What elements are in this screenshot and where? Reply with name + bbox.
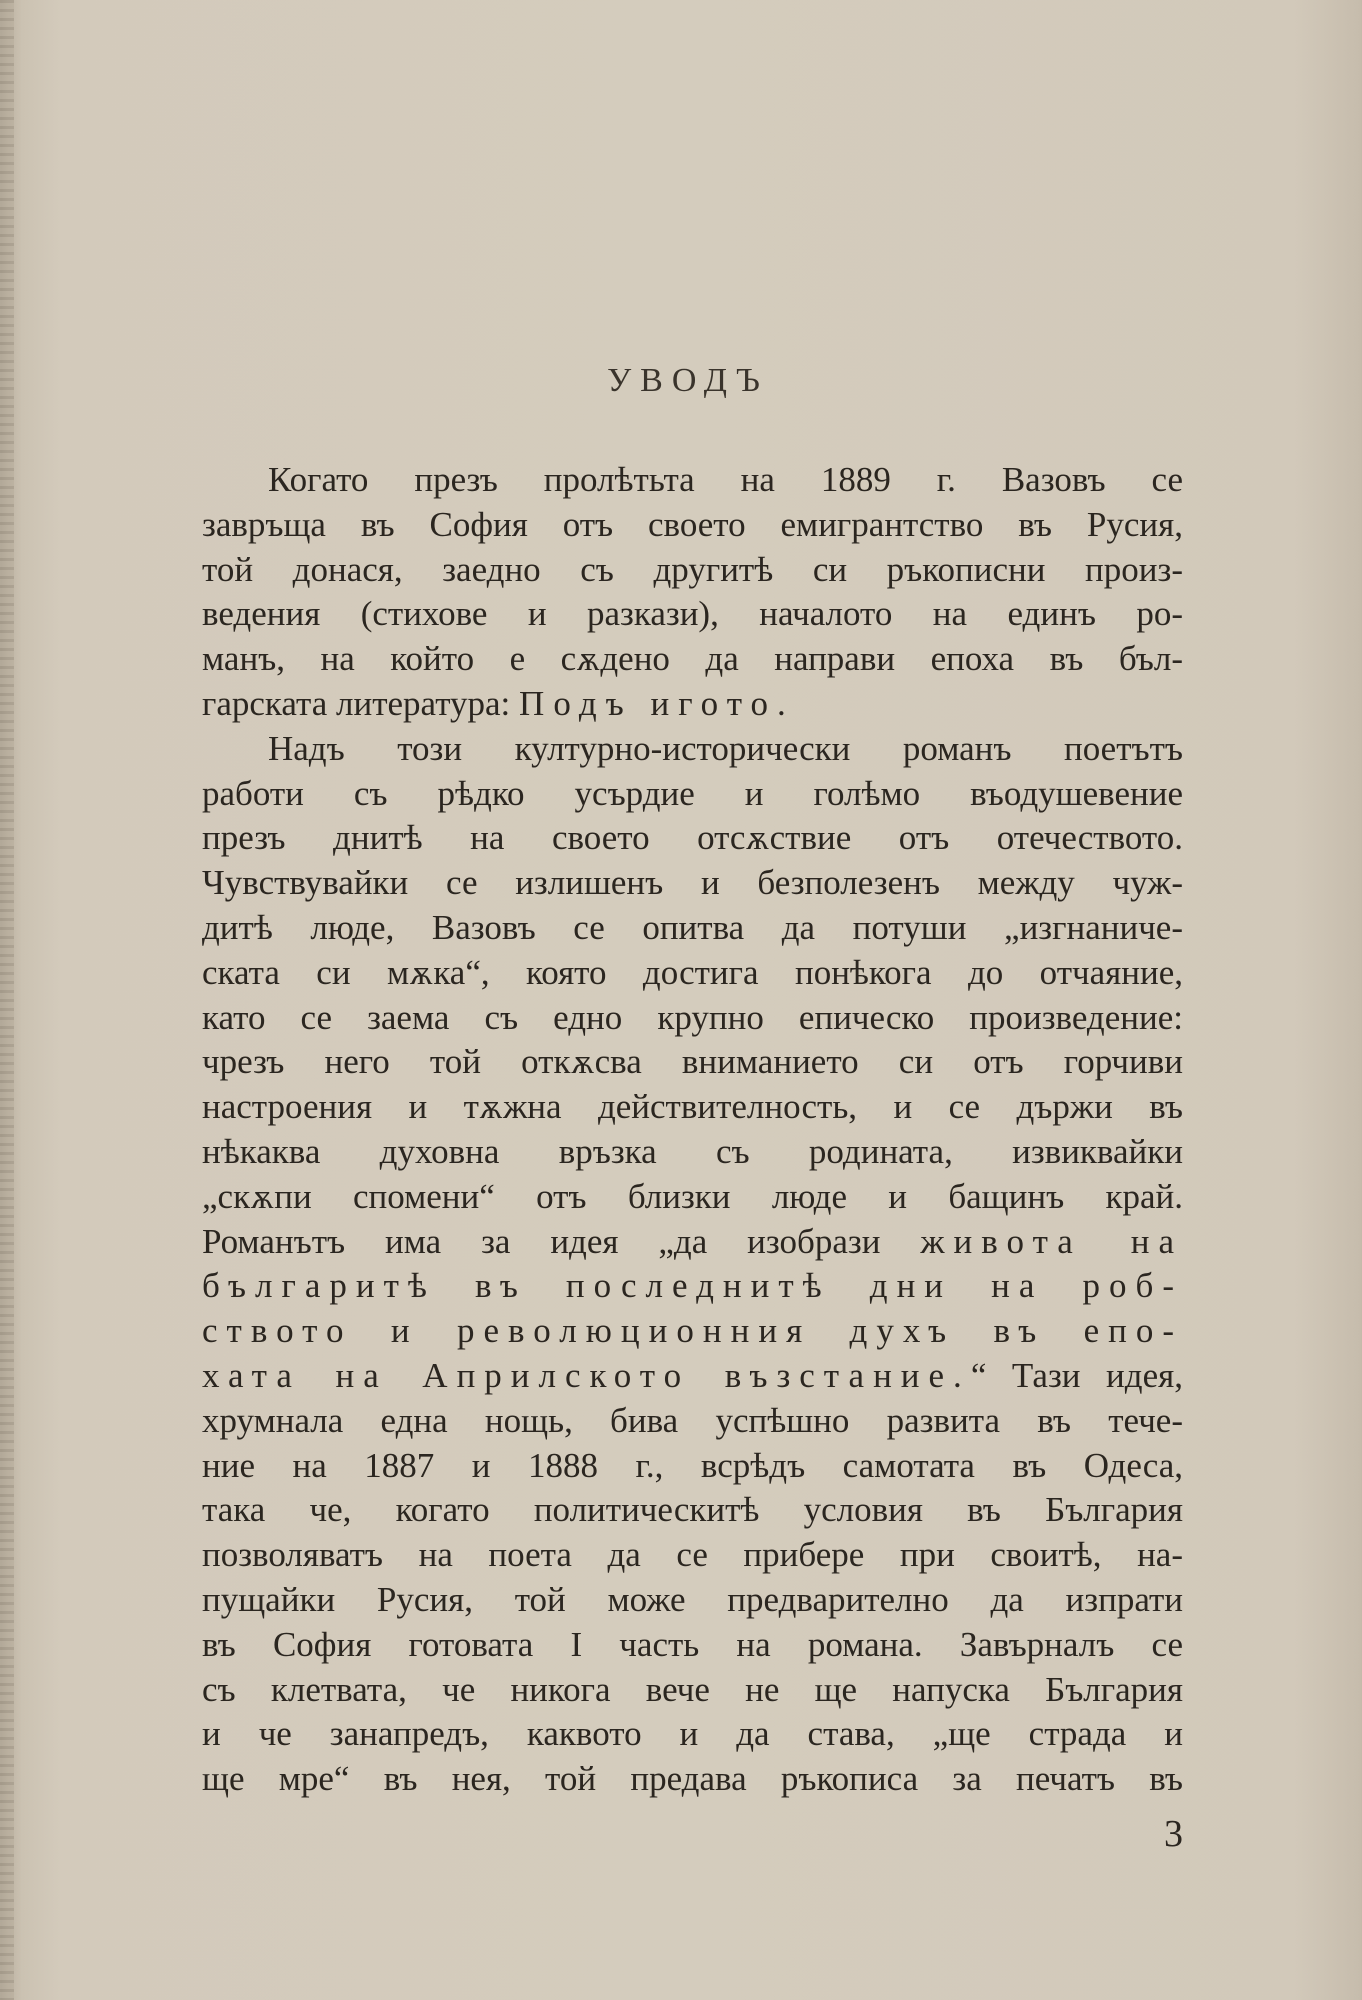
text-line xyxy=(202,1444,1183,1489)
text-segment: Надъ този културно-исторически романъ поетътъ xyxy=(268,728,1183,768)
text-segment: манъ, на който е сѫдено да направи епоха въ бъл- xyxy=(202,639,1183,679)
text-line xyxy=(202,1757,1183,1802)
text-line xyxy=(202,772,1183,817)
text-segment: ще мре“ въ нея, той предава ръкописа за печатъ въ xyxy=(202,1759,1183,1799)
chapter-title: УВОДЪ xyxy=(607,362,769,399)
text-segment: гарската литература: xyxy=(202,683,520,723)
text-segment: презъ днитѣ на своето отсѫствие отъ отечеството. xyxy=(202,818,1183,858)
text-line xyxy=(202,1040,1183,1085)
text-segment: Когато презъ пролѣтьта на 1889 г. Вазовъ се xyxy=(268,460,1183,499)
text-segment: позволяватъ на поета да се прибере при своитѣ, на- xyxy=(202,1535,1183,1575)
text-line xyxy=(202,1578,1183,1623)
text-segment: работи съ рѣдко усърдие и голѣмо въодушевение xyxy=(202,773,1183,813)
text-segment: хрумнала една нощь, бива успѣшно развита въ тече- xyxy=(202,1400,1183,1440)
text-line xyxy=(202,996,1183,1041)
text-segment: ската си мѫка“, която достига понѣкога до отчаяние, xyxy=(202,952,1183,992)
text-segment: дитѣ люде, Вазовъ се опитва да потуши „изгнаниче- xyxy=(202,907,1183,947)
text-line xyxy=(202,906,1183,951)
text-line xyxy=(202,1175,1183,1220)
text-segment: като се заема съ едно крупно епическо произведение: xyxy=(202,997,1183,1037)
text-line xyxy=(202,1399,1183,1444)
text-line xyxy=(202,1264,1183,1309)
text-segment: пущайки Русия, той може предварително да изпрати xyxy=(202,1579,1183,1619)
text-line xyxy=(202,1354,1183,1399)
page-number: 3 xyxy=(1164,1813,1183,1855)
text-line xyxy=(202,592,1183,637)
text-segment: въ София готовата I часть на романа. Завърналъ се xyxy=(202,1624,1183,1664)
text-segment: ведения (стихове и разкази), началото на единъ ро- xyxy=(202,594,1183,634)
text-line xyxy=(202,1488,1183,1533)
emphasized-text: ството и революционния духъ въ епо- xyxy=(202,1311,1183,1351)
text-line xyxy=(202,816,1183,861)
text-line xyxy=(202,682,1183,727)
body-text xyxy=(202,458,1183,1802)
text-segment: нѣкаква духовна връзка съ родината, извиквайки xyxy=(202,1131,1183,1171)
text-line xyxy=(202,1085,1183,1130)
text-segment: “ Тази идея, xyxy=(970,1355,1183,1395)
emphasized-text: българитѣ въ последнитѣ дни на роб- xyxy=(202,1266,1183,1306)
text-line xyxy=(202,1130,1183,1175)
text-segment: „скѫпи спомени“ отъ близки люде и бащинъ край. xyxy=(202,1176,1183,1216)
text-line xyxy=(202,1668,1183,1713)
text-line xyxy=(202,727,1183,772)
text-line xyxy=(202,1220,1183,1265)
text-line xyxy=(202,1623,1183,1668)
page-edge xyxy=(0,0,14,2000)
text-line xyxy=(202,1533,1183,1578)
text-line xyxy=(202,458,1183,503)
text-line xyxy=(202,861,1183,906)
text-segment: Романътъ има за идея „да изобрази xyxy=(202,1221,921,1261)
text-segment: чрезъ него той откѫсва вниманието си отъ горчиви xyxy=(202,1042,1183,1082)
text-segment: завръща въ София отъ своето емигрантство въ Русия, xyxy=(202,504,1183,544)
text-segment: ние на 1887 и 1888 г., всрѣдъ самотата въ Одеса, xyxy=(202,1445,1183,1485)
text-segment: и че занапредъ, каквото и да става, „ще страда и xyxy=(202,1714,1183,1754)
text-segment: той донася, заедно съ другитѣ си ръкописни произ- xyxy=(202,549,1183,589)
text-line xyxy=(202,951,1183,996)
text-segment: съ клетвата, че никога вече не ще напуска България xyxy=(202,1669,1183,1709)
text-line xyxy=(202,1309,1183,1354)
emphasized-text: живота на xyxy=(920,1221,1183,1261)
text-line xyxy=(202,548,1183,593)
text-line xyxy=(202,503,1183,548)
text-segment: така че, когато политическитѣ условия въ България xyxy=(202,1490,1183,1530)
emphasized-text: хата на Априлското възстание. xyxy=(202,1355,971,1395)
text-line xyxy=(202,637,1183,682)
emphasized-text: Подъ игото. xyxy=(519,683,795,723)
text-segment: настроения и тѫжна действителность, и се държи въ xyxy=(202,1087,1183,1127)
text-segment: Чувствувайки се излишенъ и безполезенъ между чуж- xyxy=(202,863,1183,903)
text-line xyxy=(202,1712,1183,1757)
